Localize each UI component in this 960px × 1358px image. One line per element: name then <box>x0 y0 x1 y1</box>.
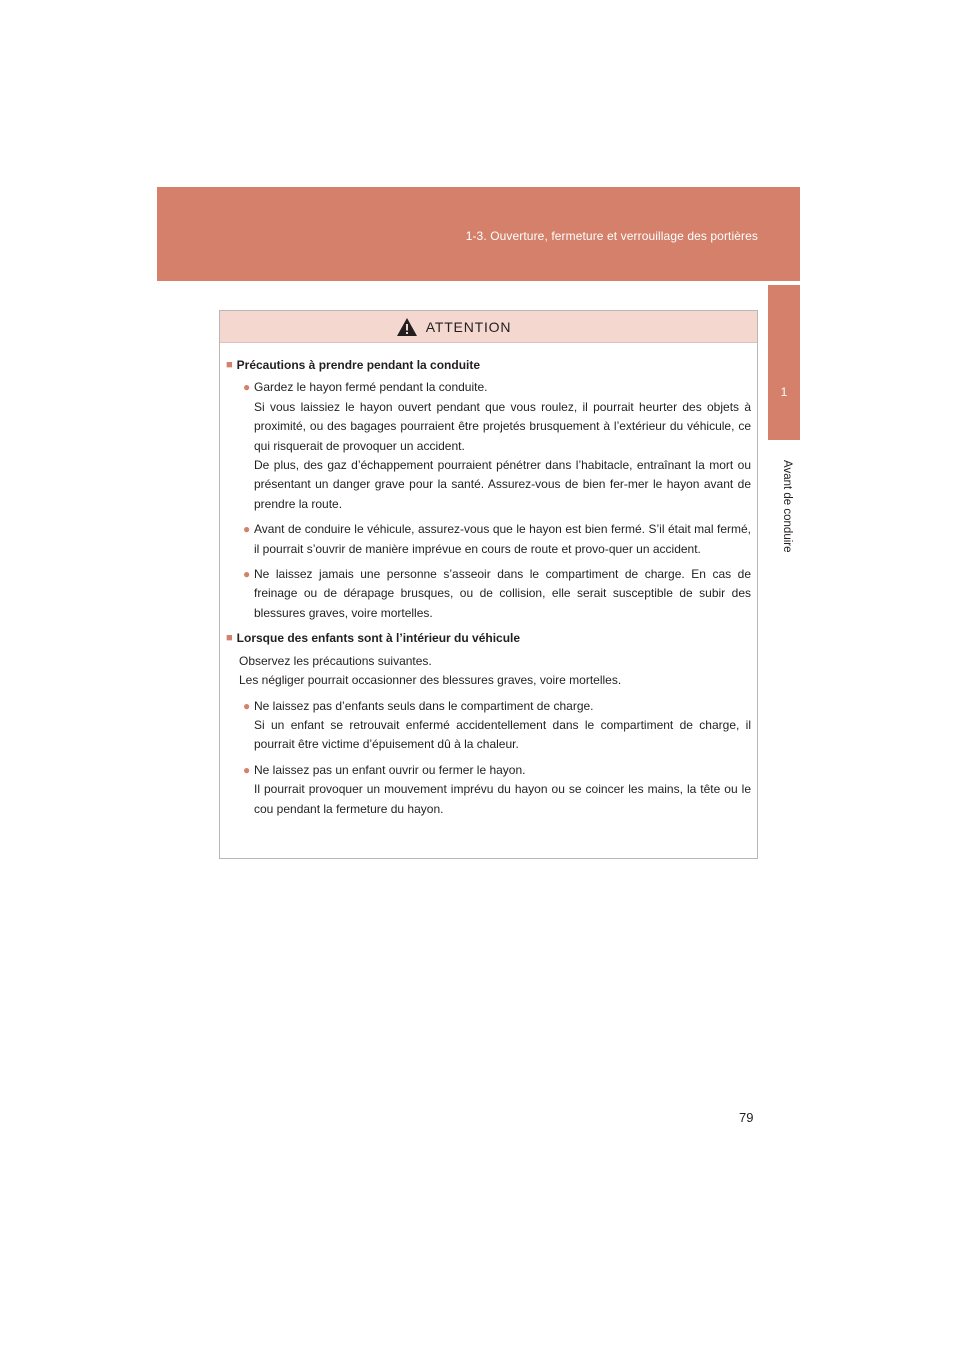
header-band <box>157 187 800 281</box>
list-item: ● Ne laissez jamais une personne s’asseoir dans le compartiment de charge. En cas de freinage ou de dérapage brusques, ou de collision, elle serait susceptible de subir des blessures graves, voire mortelles. <box>243 565 751 623</box>
bullet-icon: ● <box>243 380 251 395</box>
bullet-icon: ● <box>243 762 251 777</box>
caution-box <box>219 310 758 859</box>
square-bullet-icon: ■ <box>226 632 233 645</box>
chapter-tab <box>768 285 800 440</box>
list-item: ● Ne laissez pas un enfant ouvrir ou fermer le hayon. Il pourrait provoquer un mouvement imprévu du hayon ou se coincer les mains, la tête ou le cou pendant la fermeture du hayon. <box>243 761 751 819</box>
bullet-icon: ● <box>243 698 251 713</box>
chapter-label: Avant de conduire <box>781 460 793 553</box>
chapter-number: 1 <box>780 385 788 399</box>
bullet-icon: ● <box>243 522 251 537</box>
page-number: 79 <box>739 1110 754 1125</box>
list-item: ● Gardez le hayon fermé pendant la conduite. Si vous laissiez le hayon ouvert pendant que vous roulez, il pourrait heurter des objets à proximité, ou des bagages pourraient être projetés brusquement à l’extérieur du véhicule, ce qui risquerait de provoquer un accident. De plus, des gaz d’échappement pourraient pénétrer dans l’habitacle, entraînant la mort ou présentant un danger grave pour la santé. Assurez-vous de bien fer-mer le hayon avant de prendre la route. <box>243 378 751 514</box>
section-heading: ■ Lorsque des enfants sont à l’intérieur du véhicule <box>226 629 751 648</box>
bullet-icon: ● <box>243 567 251 582</box>
section-heading: ■ Précautions à prendre pendant la conduite <box>226 356 751 375</box>
caution-body <box>220 343 757 819</box>
warning-triangle-icon <box>396 317 418 337</box>
caution-title: ATTENTION <box>425 318 512 335</box>
section-title: 1-3. Ouverture, fermeture et verrouillage des portières <box>465 229 758 243</box>
list-item: ● Ne laissez pas d’enfants seuls dans le compartiment de charge. Si un enfant se retrouvait enfermé accidentellement dans le compartiment de charge, il pourrait être victime d’épuisement dû à la chaleur. <box>243 697 751 755</box>
caution-header <box>220 311 757 343</box>
square-bullet-icon: ■ <box>226 359 233 371</box>
section-intro: Observez les précautions suivantes. Les négliger pourrait occasionner des blessures graves, voire mortelles. <box>239 653 622 688</box>
list-item: ● Avant de conduire le véhicule, assurez-vous que le hayon est bien fermé. S’il était mal fermé, il pourrait s’ouvrir de manière imprévue en cours de route et provo-quer un accident. <box>243 520 751 559</box>
